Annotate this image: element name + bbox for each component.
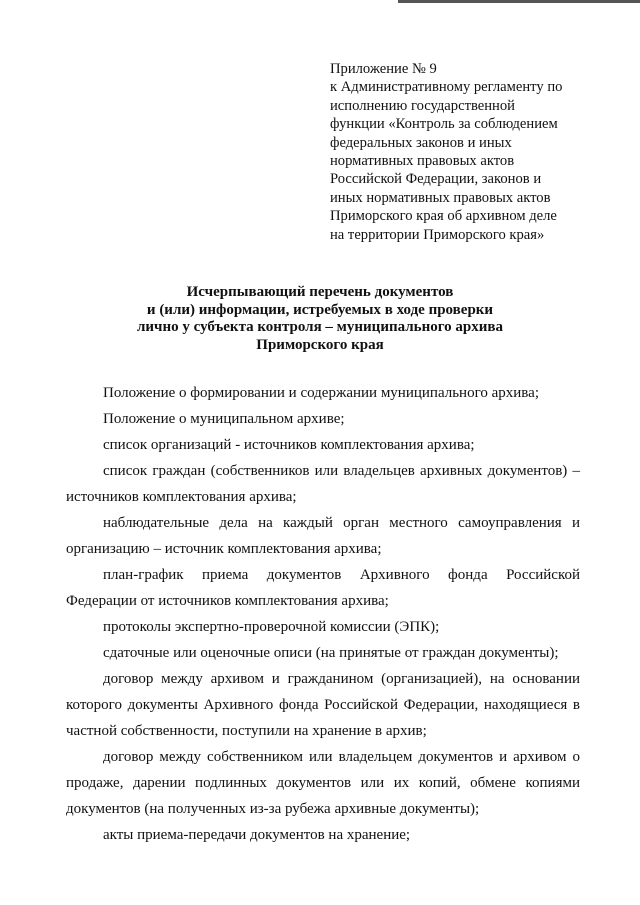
list-item: договор между собственником или владельцем документов и архивом о продаже, дарении подлинных документов или их копий, обмене копиями документов (на полученных из-за рубежа архивные документы);: [66, 749, 580, 817]
list-item: план-график приема документов Архивного фонда Российской Федерации от источников комплектования архива;: [66, 567, 580, 609]
appendix-line: федеральных законов и иных: [330, 134, 512, 151]
appendix-line: на территории Приморского края»: [330, 226, 545, 243]
appendix-line: Российской Федерации, законов и: [330, 171, 542, 188]
list-item: список граждан (собственников или владельцев архивных документов) – источников комплектования архива;: [66, 463, 580, 505]
list-item: протоколы экспертно-проверочной комиссии (ЭПК);: [103, 619, 440, 635]
document-list: [66, 380, 580, 848]
list-item: наблюдательные дела на каждый орган местного самоуправления и организацию – источник комплектования архива;: [66, 515, 580, 557]
appendix-line: Приморского края об архивном деле: [330, 208, 557, 225]
list-item: акты приема-передачи документов на хранение;: [103, 827, 411, 843]
list-item: Положение о муниципальном архиве;: [103, 411, 345, 427]
title-line: и (или) информации, истребуемых в ходе проверки: [146, 301, 494, 318]
appendix-line: нормативных правовых актов: [330, 153, 515, 170]
title-line: Исчерпывающий перечень документов: [186, 284, 454, 300]
list-item: Положение о формировании и содержании муниципального архива;: [103, 385, 540, 401]
list-item: сдаточные или оценочные описи (на принятые от граждан документы);: [103, 645, 559, 661]
document-title: [80, 284, 560, 354]
appendix-line: иных нормативных правовых актов: [330, 189, 551, 206]
appendix-line: функции «Контроль за соблюдением: [330, 116, 558, 133]
scan-edge-line: [398, 0, 640, 3]
title-line: лично у субъекта контроля – муниципального архива: [136, 319, 504, 336]
list-item: договор между архивом и гражданином (организацией), на основании которого документы Архивного фонда Российской Федерации, находящиеся в частной собственности, поступили на хранение в архив;: [66, 671, 580, 739]
appendix-line: Приложение № 9: [330, 61, 437, 77]
title-line: Приморского края: [256, 336, 384, 353]
appendix-line: исполнению государственной: [330, 97, 515, 114]
appendix-block: [330, 60, 590, 244]
appendix-line: к Административному регламенту по: [330, 79, 563, 96]
list-item: список организаций - источников комплектования архива;: [103, 437, 475, 453]
